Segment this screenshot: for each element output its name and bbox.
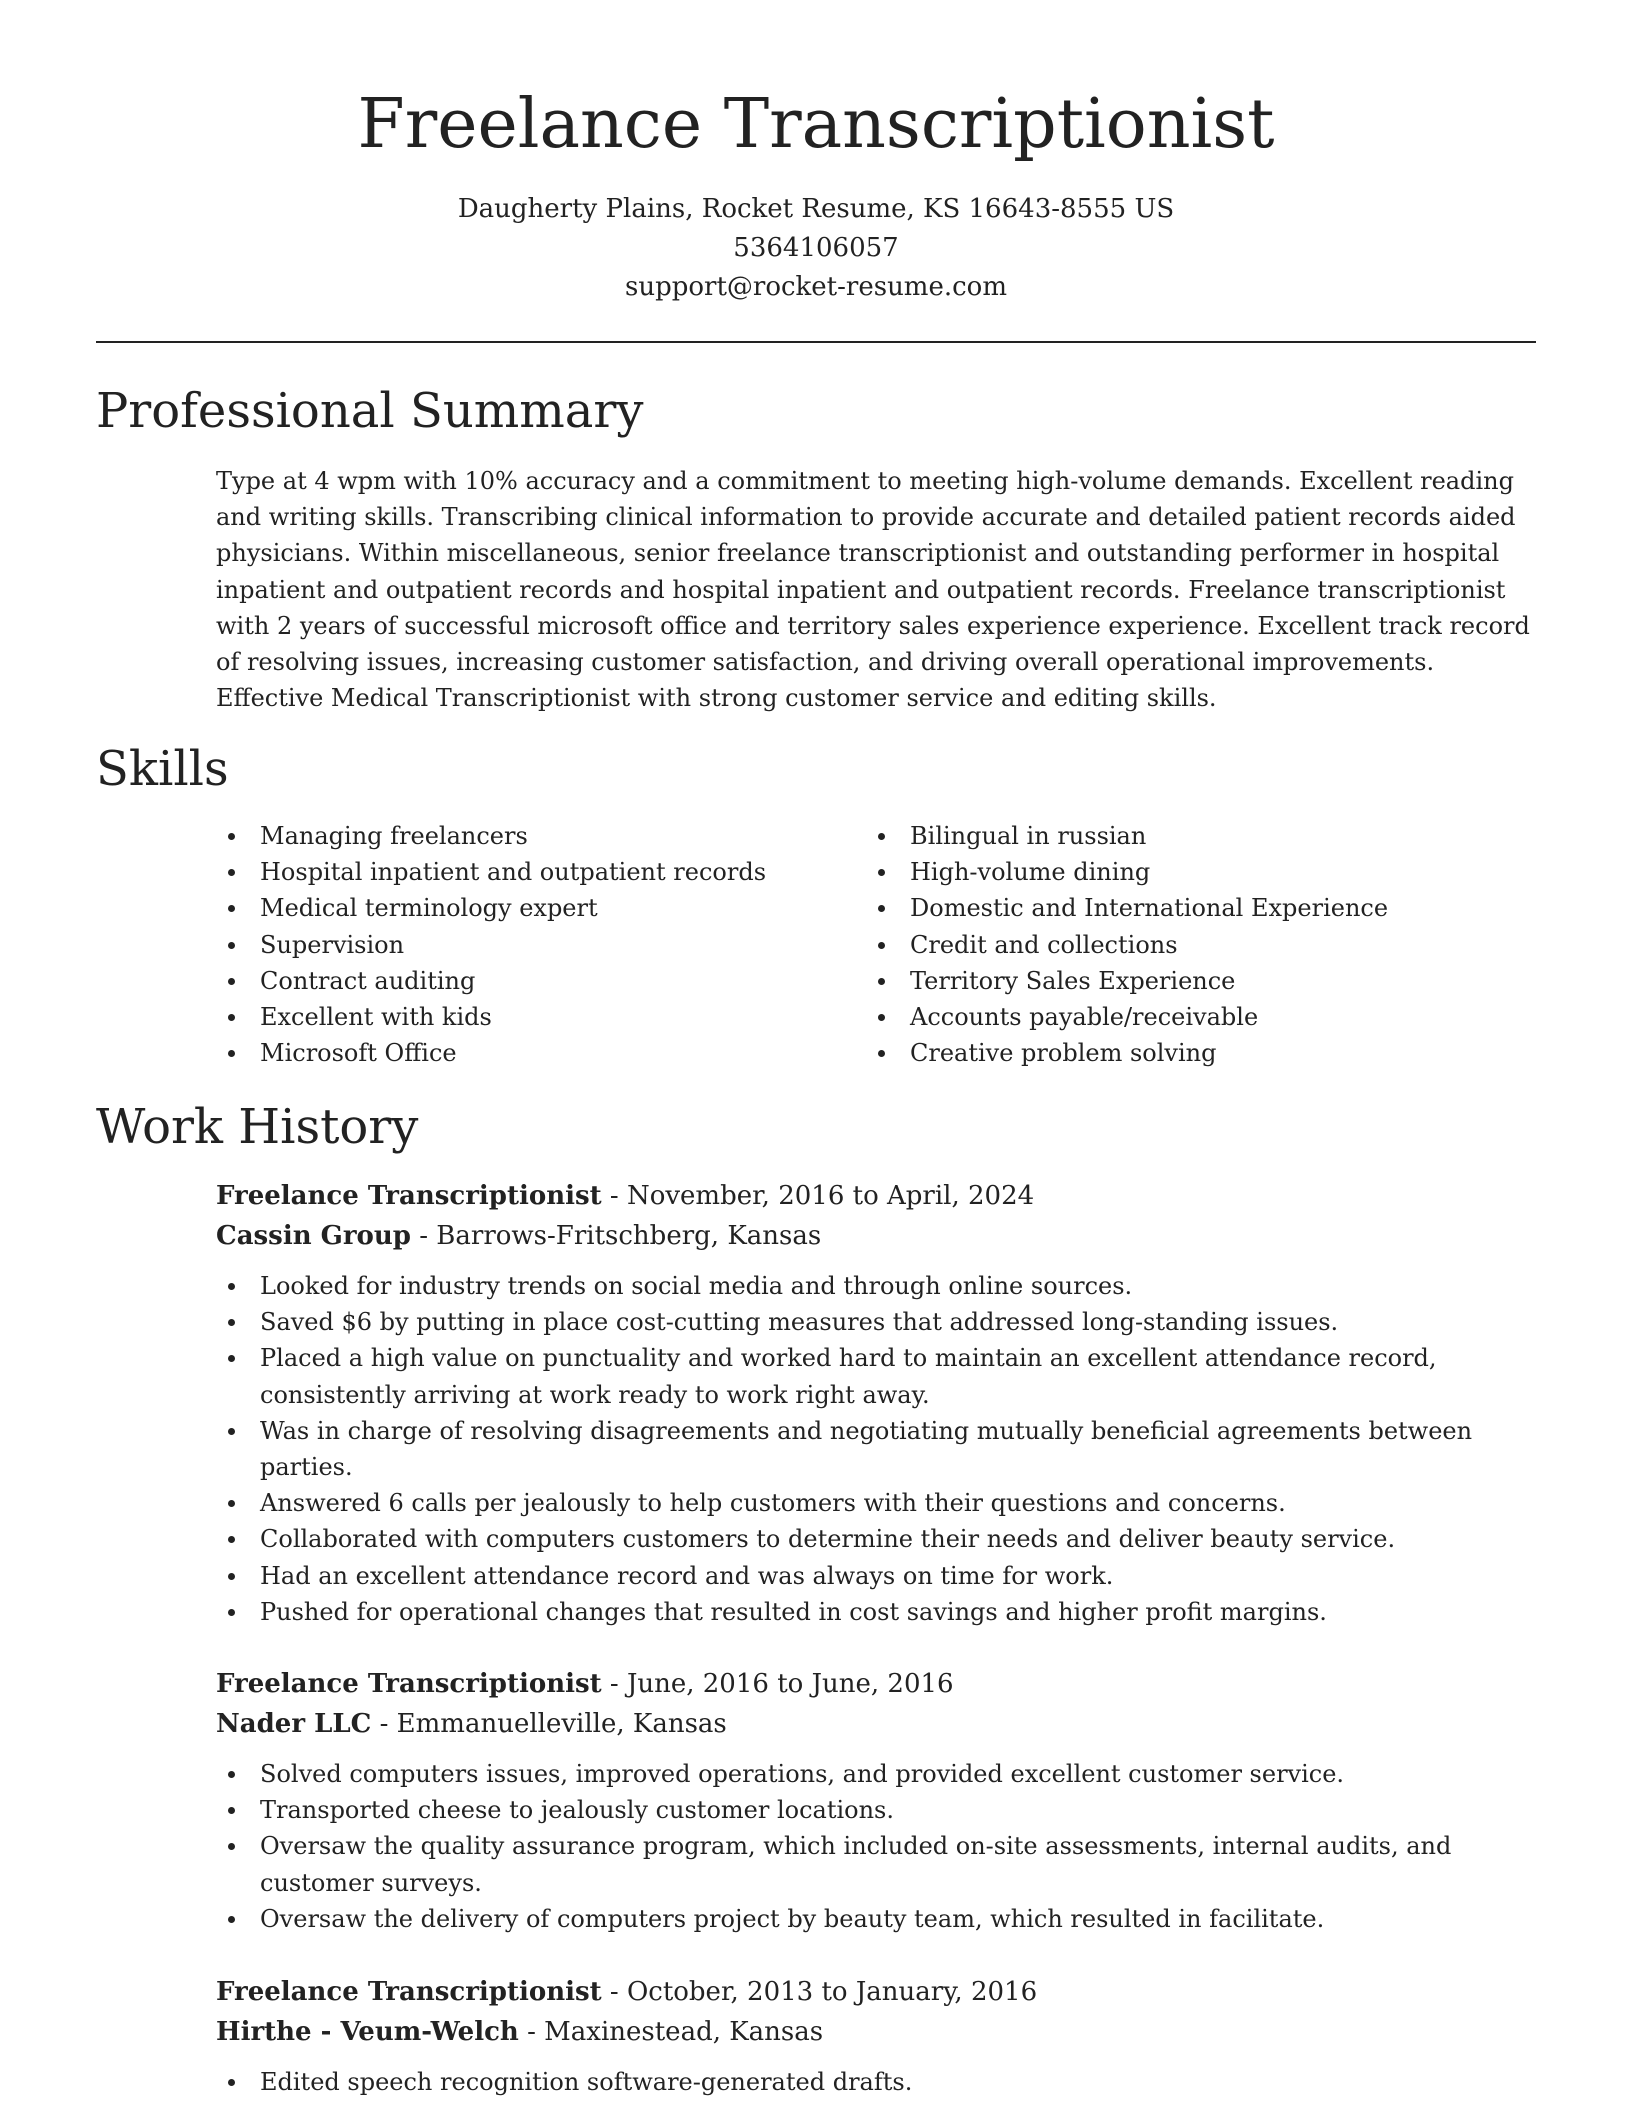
job-title: Freelance Transcriptionist	[216, 1181, 602, 1211]
contact-phone: 5364106057	[733, 233, 899, 263]
skill-item: Bilingual in russian	[866, 818, 1506, 854]
job-title-line	[216, 1664, 1536, 1704]
skill-item: High-volume dining	[866, 854, 1506, 890]
job-bullet: Transported cheese to jealously customer locations.	[216, 1792, 1536, 1828]
job-bullet: Oversaw the delivery of computers project by beauty team, which resulted in facilitate.	[216, 1901, 1536, 1937]
job-title: Freelance Transcriptionist	[216, 1669, 602, 1699]
skill-item: Hospital inpatient and outpatient records	[216, 854, 856, 890]
skill-item: Territory Sales Experience	[866, 963, 1506, 999]
skill-item: Medical terminology expert	[216, 890, 856, 926]
job-bullet: Placed a high value on punctuality and worked hard to maintain an excellent attendance record, consistently arriving at work ready to work right away.	[216, 1340, 1536, 1412]
job-company: Nader LLC	[216, 1709, 372, 1739]
skill-item: Supervision	[216, 927, 856, 963]
job-location: - Emmanuelleville, Kansas	[371, 1709, 727, 1739]
job-dates: - June, 2016 to June, 2016	[601, 1669, 954, 1699]
skill-item: Domestic and International Experience	[866, 890, 1506, 926]
skill-item: Accounts payable/receivable	[866, 999, 1506, 1035]
skill-item: Excellent with kids	[216, 999, 856, 1035]
job-location: - Barrows-Fritschberg, Kansas	[410, 1221, 822, 1251]
job-bullets	[216, 1268, 1536, 1630]
job-bullet: Collaborated with computers customers to determine their needs and deliver beauty service.	[216, 1521, 1536, 1557]
contact-block	[0, 190, 1632, 307]
summary-text: Type at 4 wpm with 10% accuracy and a commitment to meeting high-volume demands. Excellent reading and writing skills. Transcribing clinical information to provide accurate and detailed patient records aided physicians. Within miscellaneous, senior freelance transcriptionist and outstanding performer in hospital inpatient and outpatient records and hospital inpatient and outpatient records. Freelance transcriptionist with 2 years of successful microsoft office and territory sales experience experience. Excellent track record of resolving issues, increasing customer satisfaction, and driving overall operational improvements. Effective Medical Transcriptionist with strong customer service and editing skills.	[216, 467, 1530, 713]
job-bullet: Oversaw the quality assurance program, which included on-site assessments, internal audits, and customer surveys.	[216, 1828, 1536, 1900]
job-bullet: Looked for industry trends on social media and through online sources.	[216, 1268, 1536, 1304]
job-company-line	[216, 1216, 1536, 1256]
job-company-line	[216, 2012, 1536, 2052]
job-bullets	[216, 2064, 1536, 2100]
skill-item: Creative problem solving	[866, 1035, 1506, 1071]
job-bullet: Solved computers issues, improved operations, and provided excellent customer service.	[216, 1756, 1536, 1792]
job-entry	[216, 1176, 1536, 1630]
summary-heading: Professional Summary	[96, 383, 644, 439]
contact-address: Daugherty Plains, Rocket Resume, KS 16643-8555 US	[457, 194, 1175, 224]
job-location: - Maxinestead, Kansas	[518, 2017, 824, 2047]
job-bullet: Answered 6 calls per jealously to help customers with their questions and concerns.	[216, 1485, 1536, 1521]
job-company-line	[216, 1704, 1536, 1744]
contact-email: support@rocket-resume.com	[624, 272, 1007, 302]
job-entry	[216, 1664, 1536, 1937]
job-bullets	[216, 1756, 1536, 1937]
job-bullet: Saved $6 by putting in place cost-cutting measures that addressed long-standing issues.	[216, 1304, 1536, 1340]
skills-list-left	[216, 818, 856, 1071]
work-history-heading: Work History	[96, 1099, 419, 1155]
skill-item: Credit and collections	[866, 927, 1506, 963]
skill-item: Contract auditing	[216, 963, 856, 999]
job-entry	[216, 1972, 1536, 2100]
resume-name: Freelance Transcriptionist	[357, 85, 1275, 164]
job-bullet: Edited speech recognition software-generated drafts.	[216, 2064, 1536, 2100]
skills-heading: Skills	[96, 741, 229, 797]
job-dates: - October, 2013 to January, 2016	[601, 1977, 1038, 2007]
job-bullet: Was in charge of resolving disagreements and negotiating mutually beneficial agreements between parties.	[216, 1413, 1536, 1485]
job-bullet: Pushed for operational changes that resulted in cost savings and higher profit margins.	[216, 1594, 1536, 1630]
skill-item: Microsoft Office	[216, 1035, 856, 1071]
job-title: Freelance Transcriptionist	[216, 1977, 602, 2007]
job-dates: - November, 2016 to April, 2024	[601, 1181, 1035, 1211]
skill-item: Managing freelancers	[216, 818, 856, 854]
job-company: Cassin Group	[216, 1221, 411, 1251]
job-company: Hirthe - Veum-Welch	[216, 2017, 519, 2047]
job-title-line	[216, 1176, 1536, 1216]
job-title-line	[216, 1972, 1536, 2012]
skills-list-right	[866, 818, 1506, 1071]
job-bullet: Had an excellent attendance record and was always on time for work.	[216, 1558, 1536, 1594]
header-divider	[96, 341, 1536, 343]
